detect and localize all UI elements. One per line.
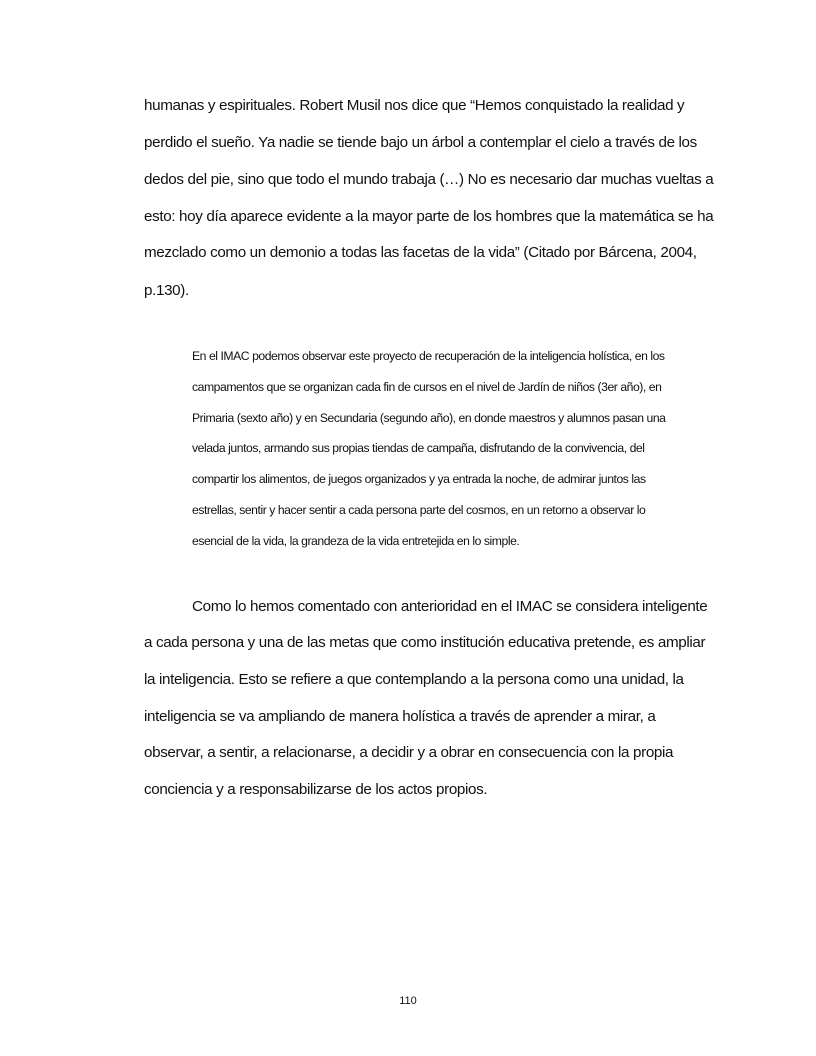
paragraph-line: conciencia y a responsabilizarse de los actos propios.	[144, 781, 488, 798]
paragraph-line: inteligencia se va ampliando de manera holística a través de aprender a mirar, a	[144, 708, 656, 725]
paragraph-line: p.130).	[144, 282, 189, 299]
paragraph-line: esto: hoy día aparece evidente a la mayor parte de los hombres que la matemática se ha	[144, 208, 714, 225]
quote-line: Primaria (sexto año) y en Secundaria (segundo año), en donde maestros y alumnos pasan una	[192, 411, 666, 425]
paragraph-line: perdido el sueño. Ya nadie se tiende bajo un árbol a contemplar el cielo a través de los	[144, 134, 697, 151]
quote-line: esencial de la vida, la grandeza de la vida entretejida en lo simple.	[192, 534, 520, 548]
quote-line: En el IMAC podemos observar este proyecto de recuperación de la inteligencia holística, en los	[192, 349, 665, 363]
quote-line: campamentos que se organizan cada fin de cursos en el nivel de Jardín de niños (3er año), en	[192, 380, 662, 394]
paragraph-line: dedos del pie, sino que todo el mundo trabaja (…) No es necesario dar muchas vueltas a	[144, 171, 714, 188]
paragraph-line: la inteligencia. Esto se refiere a que contemplando a la persona como una unidad, la	[144, 671, 684, 688]
quote-line: estrellas, sentir y hacer sentir a cada persona parte del cosmos, en un retorno a observar lo	[192, 503, 646, 517]
paragraph-line: humanas y espirituales. Robert Musil nos dice que “Hemos conquistado la realidad y	[144, 97, 685, 114]
page-number: 110	[399, 995, 417, 1007]
paragraph-line: mezclado como un demonio a todas las facetas de la vida” (Citado por Bárcena, 2004,	[144, 244, 697, 261]
quote-line: velada juntos, armando sus propias tiendas de campaña, disfrutando de la convivencia, del	[192, 441, 645, 455]
paragraph-line: observar, a sentir, a relacionarse, a decidir y a obrar en consecuencia con la propia	[144, 744, 674, 761]
paragraph-line: Como lo hemos comentado con anterioridad en el IMAC se considera inteligente	[192, 598, 708, 615]
paragraph-line: a cada persona y una de las metas que como institución educativa pretende, es ampliar	[144, 634, 706, 651]
quote-line: compartir los alimentos, de juegos organizados y ya entrada la noche, de admirar juntos las	[192, 472, 646, 486]
